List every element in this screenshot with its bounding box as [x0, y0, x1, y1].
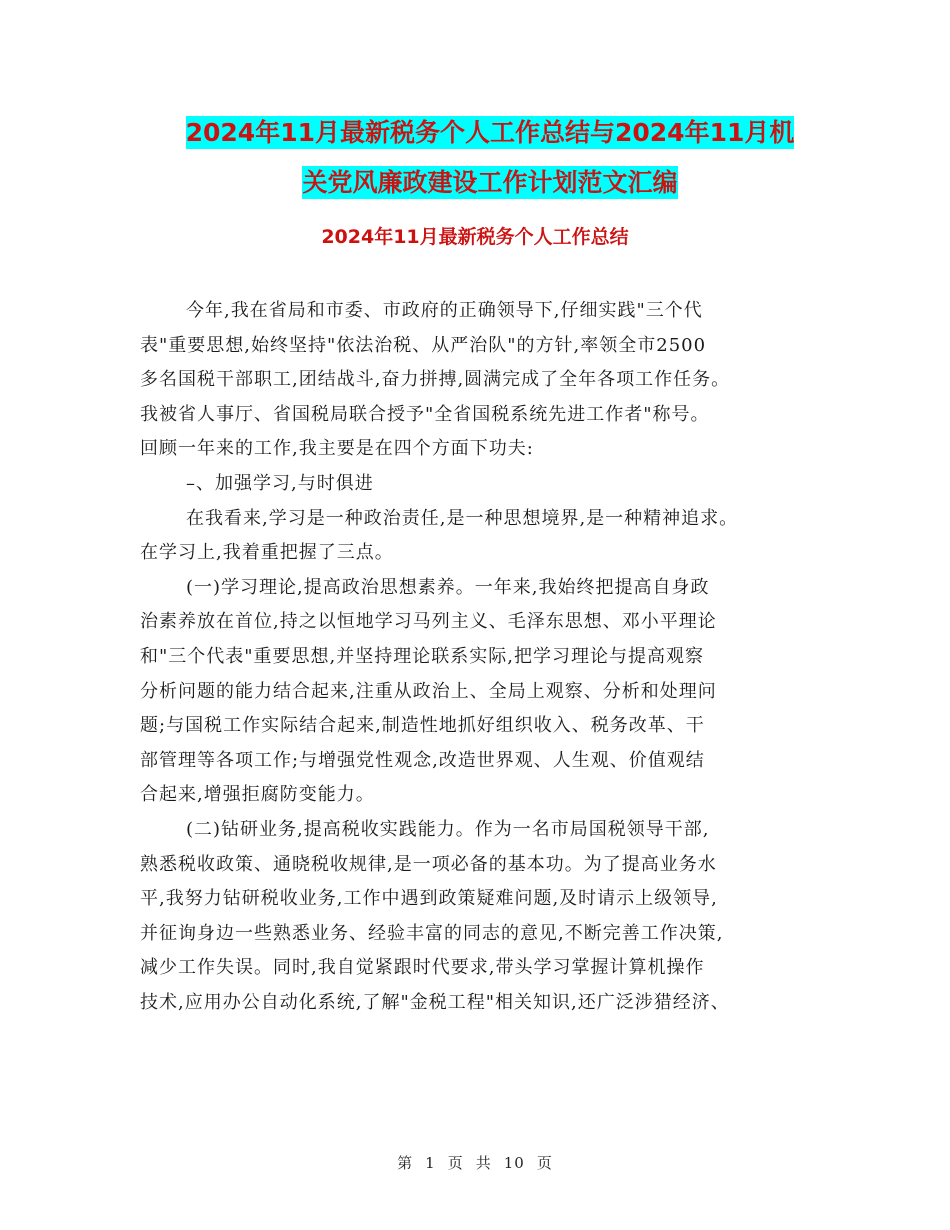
- text-line: 部管理等各项工作;与增强党性观念,改造世界观、人生观、价值观结: [140, 749, 705, 771]
- footer-prefix: 第: [397, 1154, 414, 1172]
- text-line: (二)钻研业务,提高税收实践能力。作为一名市局国税领导干部,: [186, 818, 710, 840]
- text-line: 我被省人事厅、省国税局联合授予"全省国税系统先进工作者"称号。: [140, 403, 710, 425]
- main-title-line-2: 关党风廉政建设工作计划范文汇编: [302, 168, 678, 197]
- text-line: 减少工作失误。同时,我自觉紧跟时代要求,带头学习掌握计算机操作: [140, 957, 705, 979]
- page-footer: [0, 1152, 950, 1173]
- text-line: 在学习上,我着重把握了三点。: [140, 542, 394, 564]
- text-line: 合起来,增强拒腐防变能力。: [140, 784, 375, 806]
- body-text: [140, 294, 830, 1020]
- footer-middle: 页: [447, 1154, 464, 1172]
- text-line: 题;与国税工作实际结合起来,制造性地抓好组织收入、税务改革、干: [140, 715, 705, 737]
- text-line: 多名国税干部职工,团结战斗,奋力拼搏,圆满完成了全年各项工作任务。: [140, 369, 731, 391]
- heading-line: –、加强学习,与时俱进: [186, 472, 374, 494]
- text-line: 表"重要思想,始终坚持"依法治税、从严治队"的方针,率领全市2500: [140, 334, 707, 356]
- text-line: 今年,我在省局和市委、市政府的正确领导下,仔细实践"三个代: [186, 300, 703, 321]
- text-line: 分析问题的能力结合起来,注重从政治上、全局上观察、分析和处理问: [140, 680, 717, 702]
- text-line: (一)学习理论,提高政治思想素养。一年来,我始终把提高自身政: [186, 576, 710, 598]
- text-line: 和"三个代表"重要思想,并坚持理论联系实际,把学习理论与提高观察: [140, 645, 704, 667]
- text-line: 治素养放在首位,持之以恒地学习马列主义、毛泽东思想、邓小平理论: [140, 611, 717, 633]
- section-title: 2024年11月最新税务个人工作总结: [321, 226, 629, 248]
- text-line: 在我看来,学习是一种政治责任,是一种思想境界,是一种精神追求。: [186, 507, 739, 529]
- text-line: 熟悉税收政策、通晓税收规律,是一项必备的基本功。为了提高业务水: [140, 853, 717, 875]
- text-line: 技术,应用办公自动化系统,了解"金税工程"相关知识,还广泛涉猎经济、: [140, 991, 730, 1013]
- footer-total-label: 共: [475, 1154, 492, 1172]
- main-title: [140, 108, 840, 208]
- footer-total-pages: 10: [503, 1154, 525, 1172]
- footer-suffix: 页: [536, 1154, 553, 1172]
- footer-page-number: 1: [425, 1154, 436, 1172]
- main-title-line-1: 2024年11月最新税务个人工作总结与2024年11月机: [185, 118, 795, 147]
- text-line: 并征询身边一些熟悉业务、经验丰富的同志的意见,不断完善工作决策,: [140, 922, 724, 944]
- text-line: 平,我努力钻研税收业务,工作中遇到政策疑难问题,及时请示上级领导,: [140, 888, 718, 910]
- text-line: 回顾一年来的工作,我主要是在四个方面下功夫:: [140, 438, 534, 460]
